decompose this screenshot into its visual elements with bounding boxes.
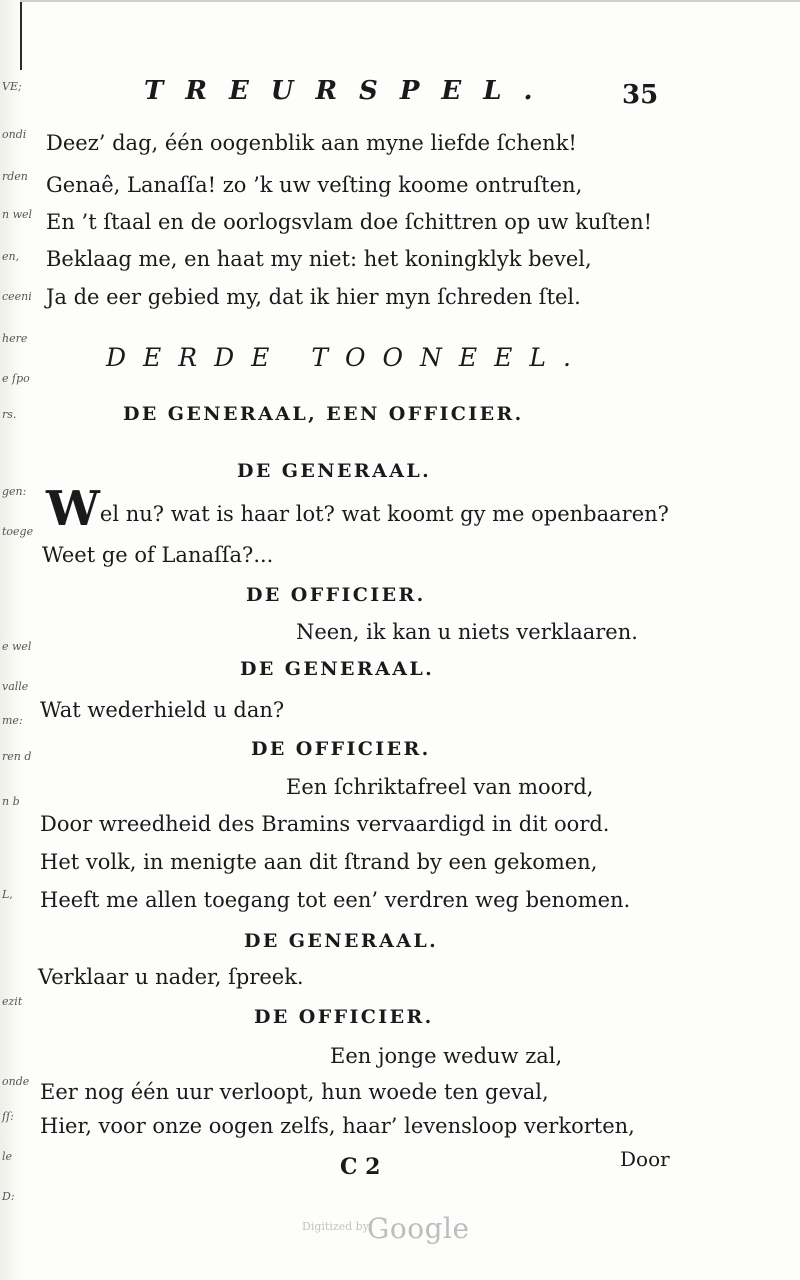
verse-line: Door wreedheid des Bramins vervaardigd in dit oord. (40, 812, 610, 836)
speaker-label: DE GENERAAL. (237, 460, 432, 482)
verse-line: Weet ge of Lanaſſa?... (42, 543, 274, 567)
verse-line (46, 481, 669, 537)
margin-fragment: D: (2, 1190, 15, 1203)
margin-fragment: here (2, 332, 28, 345)
margin-fragment: n wel (2, 208, 33, 221)
page-edge-top (20, 0, 800, 2)
margin-fragment: rs. (2, 408, 17, 421)
margin-fragment: onde (2, 1075, 30, 1088)
margin-fragment: n b (2, 795, 20, 808)
verse-line-text: el nu? wat is haar lot? wat koomt gy me openbaaren? (99, 502, 669, 526)
verse-line: Een jonge weduw zal, (330, 1044, 563, 1068)
page-number: 35 (622, 80, 659, 110)
verse-line: Beklaag me, en haat my niet: het koningklyk bevel, (46, 247, 592, 271)
margin-fragment: le (2, 1150, 13, 1163)
speaker-label: DE OFFICIER. (251, 738, 431, 760)
drop-capital: W (46, 481, 100, 537)
margin-fragment: me: (2, 714, 23, 727)
watermark-prefix: Digitized by (302, 1220, 369, 1233)
margin-fragment: toege (2, 525, 34, 538)
margin-fragment: ezit (2, 995, 23, 1008)
verse-line: Wat wederhield u dan? (40, 698, 285, 722)
verse-line: Het volk, in menigte aan dit ſtrand by een gekomen, (40, 850, 598, 874)
speaker-label: DE OFFICIER. (246, 584, 426, 606)
verse-line: Ja de eer gebied my, dat ik hier myn ſchreden ſtel. (46, 285, 581, 309)
verse-line: Genaê, Lanaſſa! zo ’k uw veſting koome ontruſten, (46, 173, 583, 197)
verse-line: Deez’ dag, één oogenblik aan myne liefde ſchenk! (46, 131, 577, 155)
speaker-label: DE GENERAAL, EEN OFFICIER. (123, 403, 524, 425)
margin-fragment: ſſ: (2, 1110, 14, 1123)
verse-line: Heeft me allen toegang tot een’ verdren weg benomen. (40, 888, 631, 912)
verse-line: En ’t ſtaal en de oorlogsvlam doe ſchittren op uw kuſten! (46, 210, 653, 234)
margin-fragment: e wel (2, 640, 32, 653)
verse-line: Hier, voor onze oogen zelfs, haar’ levensloop verkorten, (40, 1114, 635, 1138)
margin-fragment: en, (2, 250, 20, 263)
scene-heading: DERDE TOONEEL. (106, 343, 588, 372)
signature-mark: C 2 (340, 1154, 381, 1180)
margin-fragment: e ſpo (2, 372, 30, 385)
catchword: Door (620, 1147, 670, 1171)
margin-fragment: ceeni (2, 290, 32, 303)
speaker-label: DE OFFICIER. (254, 1006, 434, 1028)
watermark-logo: Google (367, 1212, 470, 1245)
margin-fragment: ondi (2, 128, 27, 141)
margin-fragment: rden (2, 170, 28, 183)
margin-fragment: valle (2, 680, 29, 693)
speaker-label: DE GENERAAL. (244, 930, 439, 952)
margin-fragment: VE; (2, 80, 22, 93)
verse-line: Verklaar u nader, ſpreek. (38, 965, 304, 989)
page-edge-line (20, 0, 22, 70)
verse-line: Eer nog één uur verloopt, hun woede ten geval, (40, 1080, 549, 1104)
margin-fragment: ren d (2, 750, 32, 763)
verse-line: Neen, ik kan u niets verklaaren. (296, 620, 638, 644)
margin-fragment: gen: (2, 485, 27, 498)
running-header: TREURSPEL. (144, 76, 555, 106)
speaker-label: DE GENERAAL. (240, 658, 435, 680)
margin-fragment: L, (2, 888, 13, 901)
verse-line: Een ſchriktafreel van moord, (286, 775, 594, 799)
